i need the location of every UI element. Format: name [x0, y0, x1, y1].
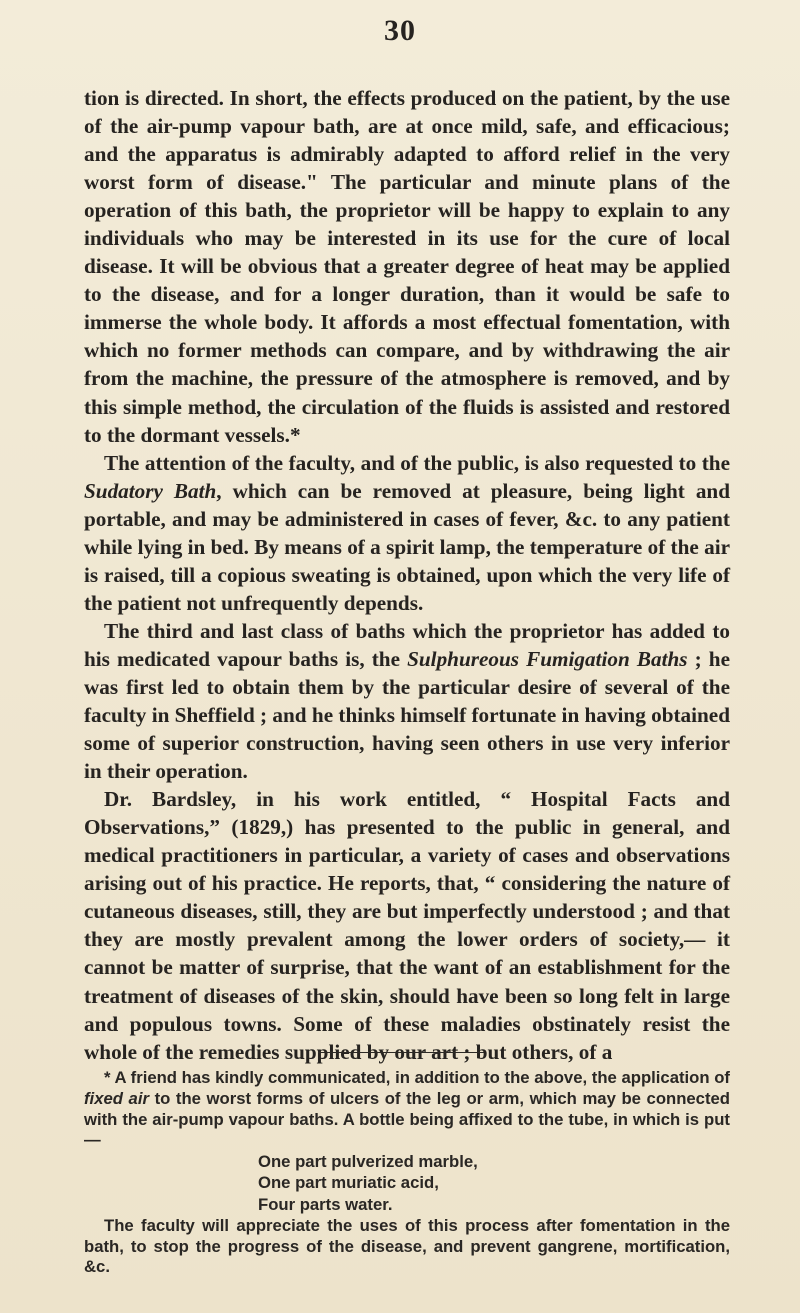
main-text [84, 84, 730, 1066]
paragraph-3-text-a: The third and last class of baths which the proprietor has added to his medicated vapour baths is, the [84, 618, 730, 671]
recipe-line: One part muriatic acid, [258, 1173, 439, 1193]
sudatory-bath-term: Sudatory Bath [84, 478, 217, 503]
footnote-recipe [84, 1151, 730, 1215]
footnote [84, 1068, 730, 1278]
footnote-intro [84, 1068, 730, 1151]
recipe-line: One part pulverized marble, [258, 1152, 478, 1172]
paragraph-3-text-b: ; he was first led to obtain them by the particular desire of several of the faculty in Sheffield ; and he thinks himself fortunate in having obtained some of superior construction, having seen others in use very inferior in their operation. [84, 646, 730, 784]
paragraph-1 [84, 84, 730, 449]
paragraph-2-text-a: The attention of the faculty, and of the public, is also requested to the [104, 450, 730, 475]
paragraph-4-text: Dr. Bardsley, in his work entitled, “ Hospital Facts and Observations,” (1829,) has presented to the public in general, and medical practitioners in particular, a variety of cases and observations arising out of his practice. He reports, that, “ considering the nature of cutaneous diseases, still, they are but imperfectly understood ; and that they are mostly prevalent among the lower orders of society,— it cannot be matter of surprise, that the want of an establishment for the treatment of diseases of the skin, should have been so long felt in large and populous towns. Some of these maladies obstinately resist the whole of the remedies supplied by our art ; but others, of a [84, 787, 730, 1064]
fixed-air-term: fixed air [84, 1088, 149, 1108]
footnote-text-a: * A friend has kindly communicated, in addition to the above, the application of [104, 1068, 730, 1087]
footnote-divider [318, 1052, 484, 1053]
page-number: 30 [384, 14, 416, 47]
sulphureous-fumigation-term: Sulphureous Fumigation Baths [407, 646, 688, 671]
recipe-line: Four parts water. [258, 1194, 393, 1214]
paragraph-3 [84, 617, 730, 785]
paragraph-2-text-b: , which can be removed at pleasure, being light and portable, and may be administered in cases of fever, &c. to any patient while lying in bed. By means of a spirit lamp, the temperature of the air is raised, till a copious sweating is obtained, upon which the very life of the patient not unfrequently depends. [84, 478, 730, 615]
paragraph-2 [84, 449, 730, 617]
footnote-text-b: to the worst forms of ulcers of the leg or arm, which may be connected with the air-pump vapour baths. A bottle being affixed to the tube, in which is put— [84, 1088, 730, 1150]
paragraph-4 [84, 785, 730, 1065]
paragraph-1-text: tion is directed. In short, the effects produced on the patient, by the use of the air-pump vapour bath, are at once mild, safe, and efficacious; and the apparatus is admirably adapted to afford relief in the very worst form of disease." The particular and minute plans of the operation of this bath, the proprietor will be happy to explain to any individuals who may be interested in its use for the cure of local disease. It will be obvious that a greater degree of heat may be applied to the disease, and for a longer duration, than it would be safe to immerse the whole body. It affords a most effectual fomentation, with which no former methods can compare, and by withdrawing the air from the machine, the pressure of the atmosphere is removed, and by this simple method, the circulation of the fluids is assisted and restored to the dormant vessels.* [84, 86, 730, 447]
footnote-closing: The faculty will appreciate the uses of this process after fomentation in the bath, to stop the progress of the disease, and prevent gangrene, mortification, &c. [84, 1215, 730, 1277]
